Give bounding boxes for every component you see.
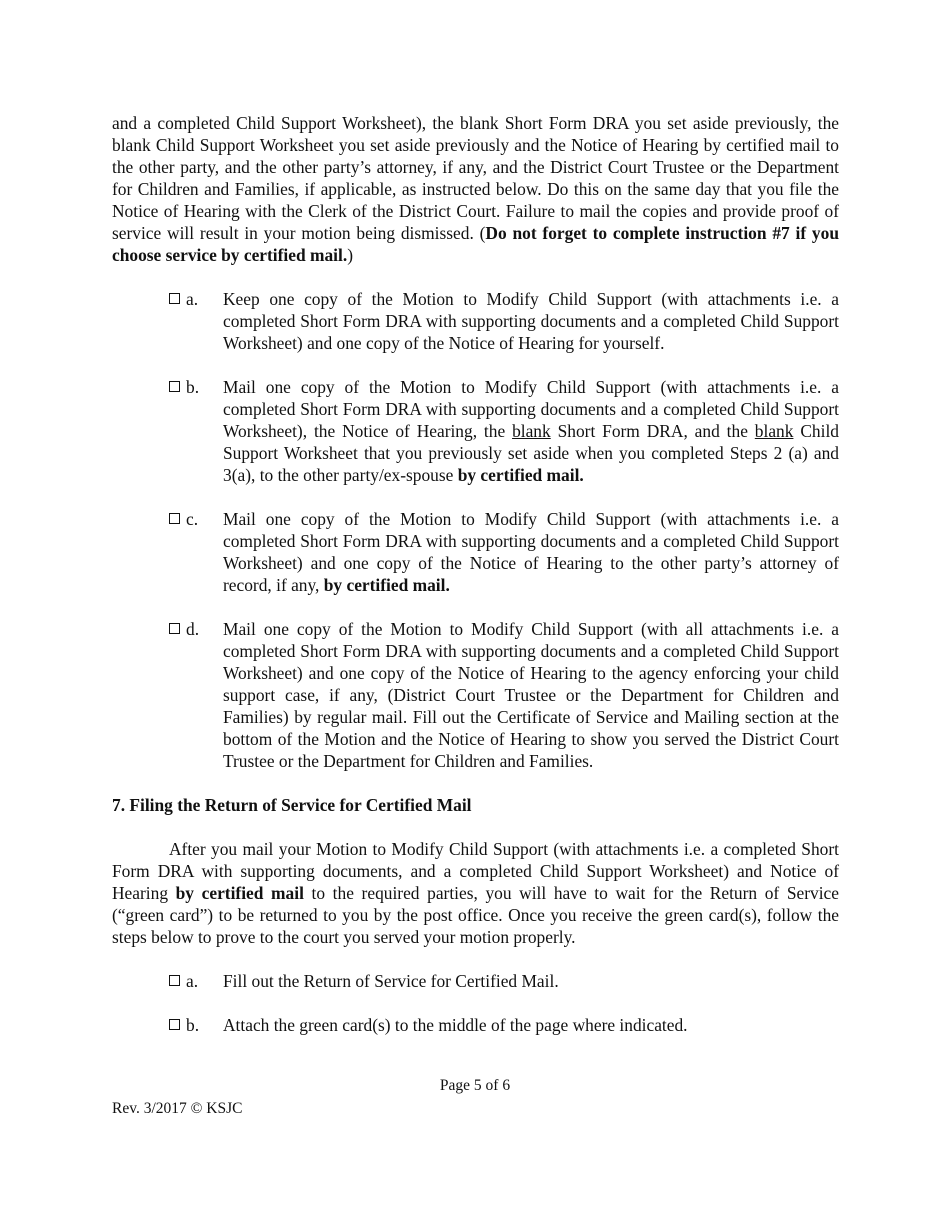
item-text <box>223 508 839 596</box>
checklist-item-6c <box>169 508 839 596</box>
underlined-blank: blank <box>512 421 551 441</box>
item-text: Fill out the Return of Service for Certified Mail. <box>223 971 559 991</box>
checkbox-icon[interactable] <box>169 513 180 524</box>
item-text-part: Mail one copy of the Motion to Modify Child Support (with attachments i.e. a completed Short Form DRA with supporting documents and a completed Child Support Worksheet) and one copy of the Notice of Hearing to the other party’s attorney of record, if any, <box>223 509 839 595</box>
revision-note: Rev. 3/2017 © KSJC <box>112 1100 243 1117</box>
paragraph-text: to the required parties, you will have to wait for the Return of Service (“green card”) to be returned to you by the post office. Once you receive the green card(s), follow the steps below to prove to the court you served your motion properly. <box>112 883 839 947</box>
checklist-item-7a <box>169 970 839 992</box>
checklist-item-6a <box>169 288 839 354</box>
item-text: Keep one copy of the Motion to Modify Child Support (with attachments i.e. a completed Short Form DRA with supporting documents and a completed Child Support Worksheet) and one copy of the Notice of Hearing for yourself. <box>223 289 839 353</box>
intro-bold-note: Do not forget to complete instruction #7 if you choose service by certified mail. <box>112 223 839 265</box>
item-marker: b. <box>186 1015 200 1035</box>
paragraph-bold: by certified mail <box>175 883 304 903</box>
checkbox-icon[interactable] <box>169 975 180 986</box>
item-marker: d. <box>186 619 200 639</box>
section7-checklist <box>112 970 839 1036</box>
checklist-item-6b <box>169 376 839 486</box>
item-marker: b. <box>186 377 200 397</box>
item-text-part: Mail one copy of the Motion to Modify Child Support (with attachments i.e. a completed Short Form DRA with supporting documents and a completed Child Support Worksheet), the Notice of Hearing, the <box>223 377 839 441</box>
section6-checklist <box>112 288 839 772</box>
underlined-blank: blank <box>754 421 794 441</box>
item-marker: a. <box>186 971 199 991</box>
section7-paragraph <box>112 838 839 948</box>
intro-text-end: ) <box>347 245 353 265</box>
item-marker: c. <box>186 509 199 529</box>
checklist-item-6d <box>169 618 839 772</box>
checklist-item-7b <box>169 1014 839 1036</box>
item-marker: a. <box>186 289 199 309</box>
paragraph-text: After you mail your Motion to Modify Child Support (with attachments i.e. a completed Short Form DRA with supporting documents, and a completed Child Support Worksheet) and Notice of Hearing <box>112 839 839 903</box>
checkbox-icon[interactable] <box>169 623 180 634</box>
item-text: Mail one copy of the Motion to Modify Child Support (with all attachments i.e. a completed Short Form DRA with supporting documents and a completed Child Support Worksheet) and one copy of the Notice of Hearing to the agency enforcing your child support case, if any, (District Court Trustee or the Department for Children and Families) by regular mail. Fill out the Certificate of Service and Mailing section at the bottom of the Motion and the Notice of Hearing to show you served the District Court Trustee or the Department for Children and Families. <box>223 619 839 771</box>
item-bold: by certified mail. <box>323 575 450 595</box>
checkbox-icon[interactable] <box>169 1019 180 1030</box>
item-text-part: Child Support Worksheet that you previously set aside when you completed Steps 2 (a) and 3(a), to the other party/ex-spouse <box>223 421 839 485</box>
checkbox-icon[interactable] <box>169 381 180 392</box>
intro-paragraph <box>112 112 839 266</box>
section7-heading: 7. Filing the Return of Service for Certified Mail <box>112 795 472 815</box>
intro-text: and a completed Child Support Worksheet), the blank Short Form DRA you set aside previously, the blank Child Support Worksheet you set aside previously and the Notice of Hearing by certified mail to the other party, and the other party’s attorney, if any, and the District Court Trustee or the Department for Children and Families, if applicable, as instructed below. Do this on the same day that you file the Notice of Hearing with the Clerk of the District Court. Failure to mail the copies and provide proof of service will result in your motion being dismissed. ( <box>112 113 839 243</box>
page-number: Page 5 of 6 <box>439 1077 511 1094</box>
item-text <box>223 376 839 486</box>
item-text-part: Short Form DRA, and the <box>550 421 755 441</box>
checkbox-icon[interactable] <box>169 293 180 304</box>
item-bold: by certified mail. <box>457 465 584 485</box>
document-page <box>112 112 839 1058</box>
item-text: Attach the green card(s) to the middle of the page where indicated. <box>223 1015 688 1035</box>
